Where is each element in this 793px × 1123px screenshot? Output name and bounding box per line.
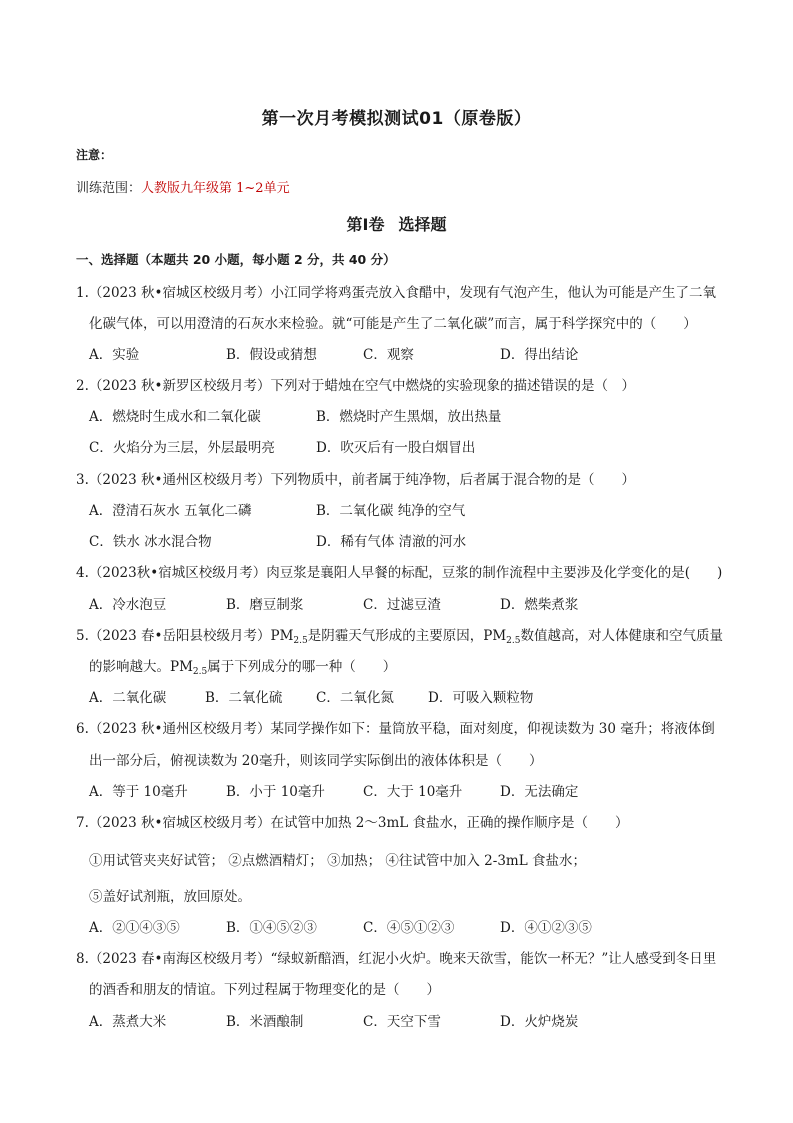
question-4-line-1: 4.（2023秋•宿城区校级月考）肉豆浆是襄阳人早餐的标配，豆浆的制作流程中主要涉及化学变化的是( ) bbox=[76, 565, 723, 581]
question-1-line-1: 1.（2023 秋•宿城区校级月考）小江同学将鸡蛋壳放入食醋中，发现有气泡产生，他认为可能是产生了二氧 bbox=[76, 285, 716, 301]
option-a: A．冷水泡豆 bbox=[89, 597, 167, 613]
option-c: C．二氧化氮 bbox=[316, 690, 394, 706]
option-d: D．无法确定 bbox=[500, 784, 579, 800]
question-6-line-1: 6.（2023 秋•通州区校级月考）某同学操作如下：量筒放平稳，面对刻度，仰视读数为 30 毫升；将液体倒 bbox=[76, 721, 715, 737]
option-d: D．吹灭后有一股白烟冒出 bbox=[316, 440, 476, 456]
question-3-options-row-2 bbox=[89, 530, 543, 550]
option-d: D．火炉烧炭 bbox=[500, 1014, 579, 1030]
option-c: C．观察 bbox=[363, 347, 414, 363]
question-5-options bbox=[89, 686, 533, 706]
option-c: C．天空下雪 bbox=[363, 1014, 441, 1030]
option-c: C．火焰分为三层，外层最明亮 bbox=[89, 440, 275, 456]
option-c: C．④⑤①②③ bbox=[363, 920, 455, 936]
question-7-steps-2: ⑤盖好试剂瓶，放回原处。 bbox=[89, 889, 251, 905]
option-b: B．假设或猜想 bbox=[226, 347, 317, 363]
subscript: 2.5 bbox=[192, 667, 208, 677]
range-label: 训练范围： bbox=[76, 181, 142, 196]
option-d: D．燃柴煮浆 bbox=[500, 597, 579, 613]
question-7-steps-1: ①用试管夹夹好试管； ②点燃酒精灯； ③加热； ④往试管中加入 2-3mL 食盐水； bbox=[89, 853, 586, 869]
option-d: D．④①②③⑤ bbox=[500, 920, 592, 936]
option-a: A．蒸煮大米 bbox=[89, 1014, 167, 1030]
option-a: A．燃烧时生成水和二氧化碳 bbox=[89, 409, 261, 425]
option-d: D．可吸入颗粒物 bbox=[428, 690, 534, 706]
section-heading: 一、选择题（本题共 20 小题，每小题 2 分，共 40 分） bbox=[76, 252, 396, 267]
option-c: C．大于 10毫升 bbox=[363, 784, 463, 800]
option-a: A．②①④③⑤ bbox=[89, 920, 180, 936]
option-b: B．二氧化硫 bbox=[205, 690, 283, 706]
question-4-options bbox=[89, 593, 637, 613]
question-7-line-1: 7.（2023 秋•宿城区校级月考）在试管中加热 2～3mL 食盐水，正确的操作顺序是（ ） bbox=[76, 815, 629, 831]
part-heading bbox=[0, 212, 793, 235]
option-b: B．米酒酿制 bbox=[226, 1014, 304, 1030]
option-b: B．磨豆制浆 bbox=[226, 597, 304, 613]
option-c: C．铁水 冰水混合物 bbox=[89, 534, 212, 550]
question-2-options-row-1 bbox=[89, 405, 543, 425]
option-b: B．燃烧时产生黑烟，放出热量 bbox=[316, 409, 502, 425]
option-a: A．澄清石灰水 五氧化二磷 bbox=[89, 503, 252, 519]
option-a: A．二氧化碳 bbox=[89, 690, 167, 706]
option-c: C．过滤豆渣 bbox=[363, 597, 441, 613]
page-title: 第一次月考模拟测试01（原卷版） bbox=[261, 109, 532, 129]
option-b: B．小于 10毫升 bbox=[226, 784, 325, 800]
question-8-line-2: 的酒香和朋友的情谊。下列过程属于物理变化的是（ ） bbox=[89, 982, 440, 998]
subscript: 2.5 bbox=[293, 636, 308, 646]
training-range bbox=[76, 177, 290, 196]
question-8-options bbox=[89, 1010, 637, 1030]
subscript: 2.5 bbox=[506, 636, 521, 646]
question-2-options-row-2 bbox=[89, 436, 543, 456]
question-2-line-1: 2.（2023 秋•新罗区校级月考）下列对于蜡烛在空气中燃烧的实验现象的描述错误的是（ ） bbox=[76, 378, 635, 394]
question-1-options bbox=[89, 343, 637, 363]
question-1-line-2: 化碳气体，可以用澄清的石灰水来检验。就“可能是产生了二氧化碳”而言，属于科学探究中的（ ） bbox=[89, 316, 697, 332]
question-6-options bbox=[89, 780, 637, 800]
question-7-options bbox=[89, 916, 637, 936]
option-b: B．二氧化碳 纯净的空气 bbox=[316, 503, 466, 519]
question-3-line-1: 3.（2023 秋•通州区校级月考）下列物质中，前者属于纯净物，后者属于混合物的是（ ） bbox=[76, 472, 635, 488]
option-a: A．等于 10毫升 bbox=[89, 784, 188, 800]
part-roman: 第Ⅰ卷 bbox=[346, 215, 385, 234]
option-b: B．①④⑤②③ bbox=[226, 920, 317, 936]
question-5-line-2: 的影响越大。$PM_{2.5}$属于下列成分的哪一种（ ） bbox=[89, 659, 397, 677]
question-5-line-1: 5.（2023 春•岳阳县校级月考）$PM_{2.5}$是阴霾天气形成的主要原因，$PM_{2.5}$数值越高，对人体健康和空气质量 bbox=[76, 628, 723, 646]
question-3-options-row-1 bbox=[89, 499, 543, 519]
option-a: A．实验 bbox=[89, 347, 140, 363]
option-d: D．得出结论 bbox=[500, 347, 579, 363]
part-name: 选择题 bbox=[398, 215, 447, 234]
option-d: D．稀有气体 清澈的河水 bbox=[316, 534, 467, 550]
note-label: 注意： bbox=[76, 148, 113, 162]
range-value: 人教版九年级第 1~2单元 bbox=[141, 181, 290, 196]
question-8-line-1: 8.（2023 春•南海区校级月考）“绿蚁新醅酒，红泥小火炉。晚来天欲雪，能饮一杯无？”让人感受到冬日里 bbox=[76, 951, 717, 967]
question-6-line-2: 出一部分后，俯视读数为 20毫升，则该同学实际倒出的液体体积是（ ） bbox=[89, 753, 543, 769]
